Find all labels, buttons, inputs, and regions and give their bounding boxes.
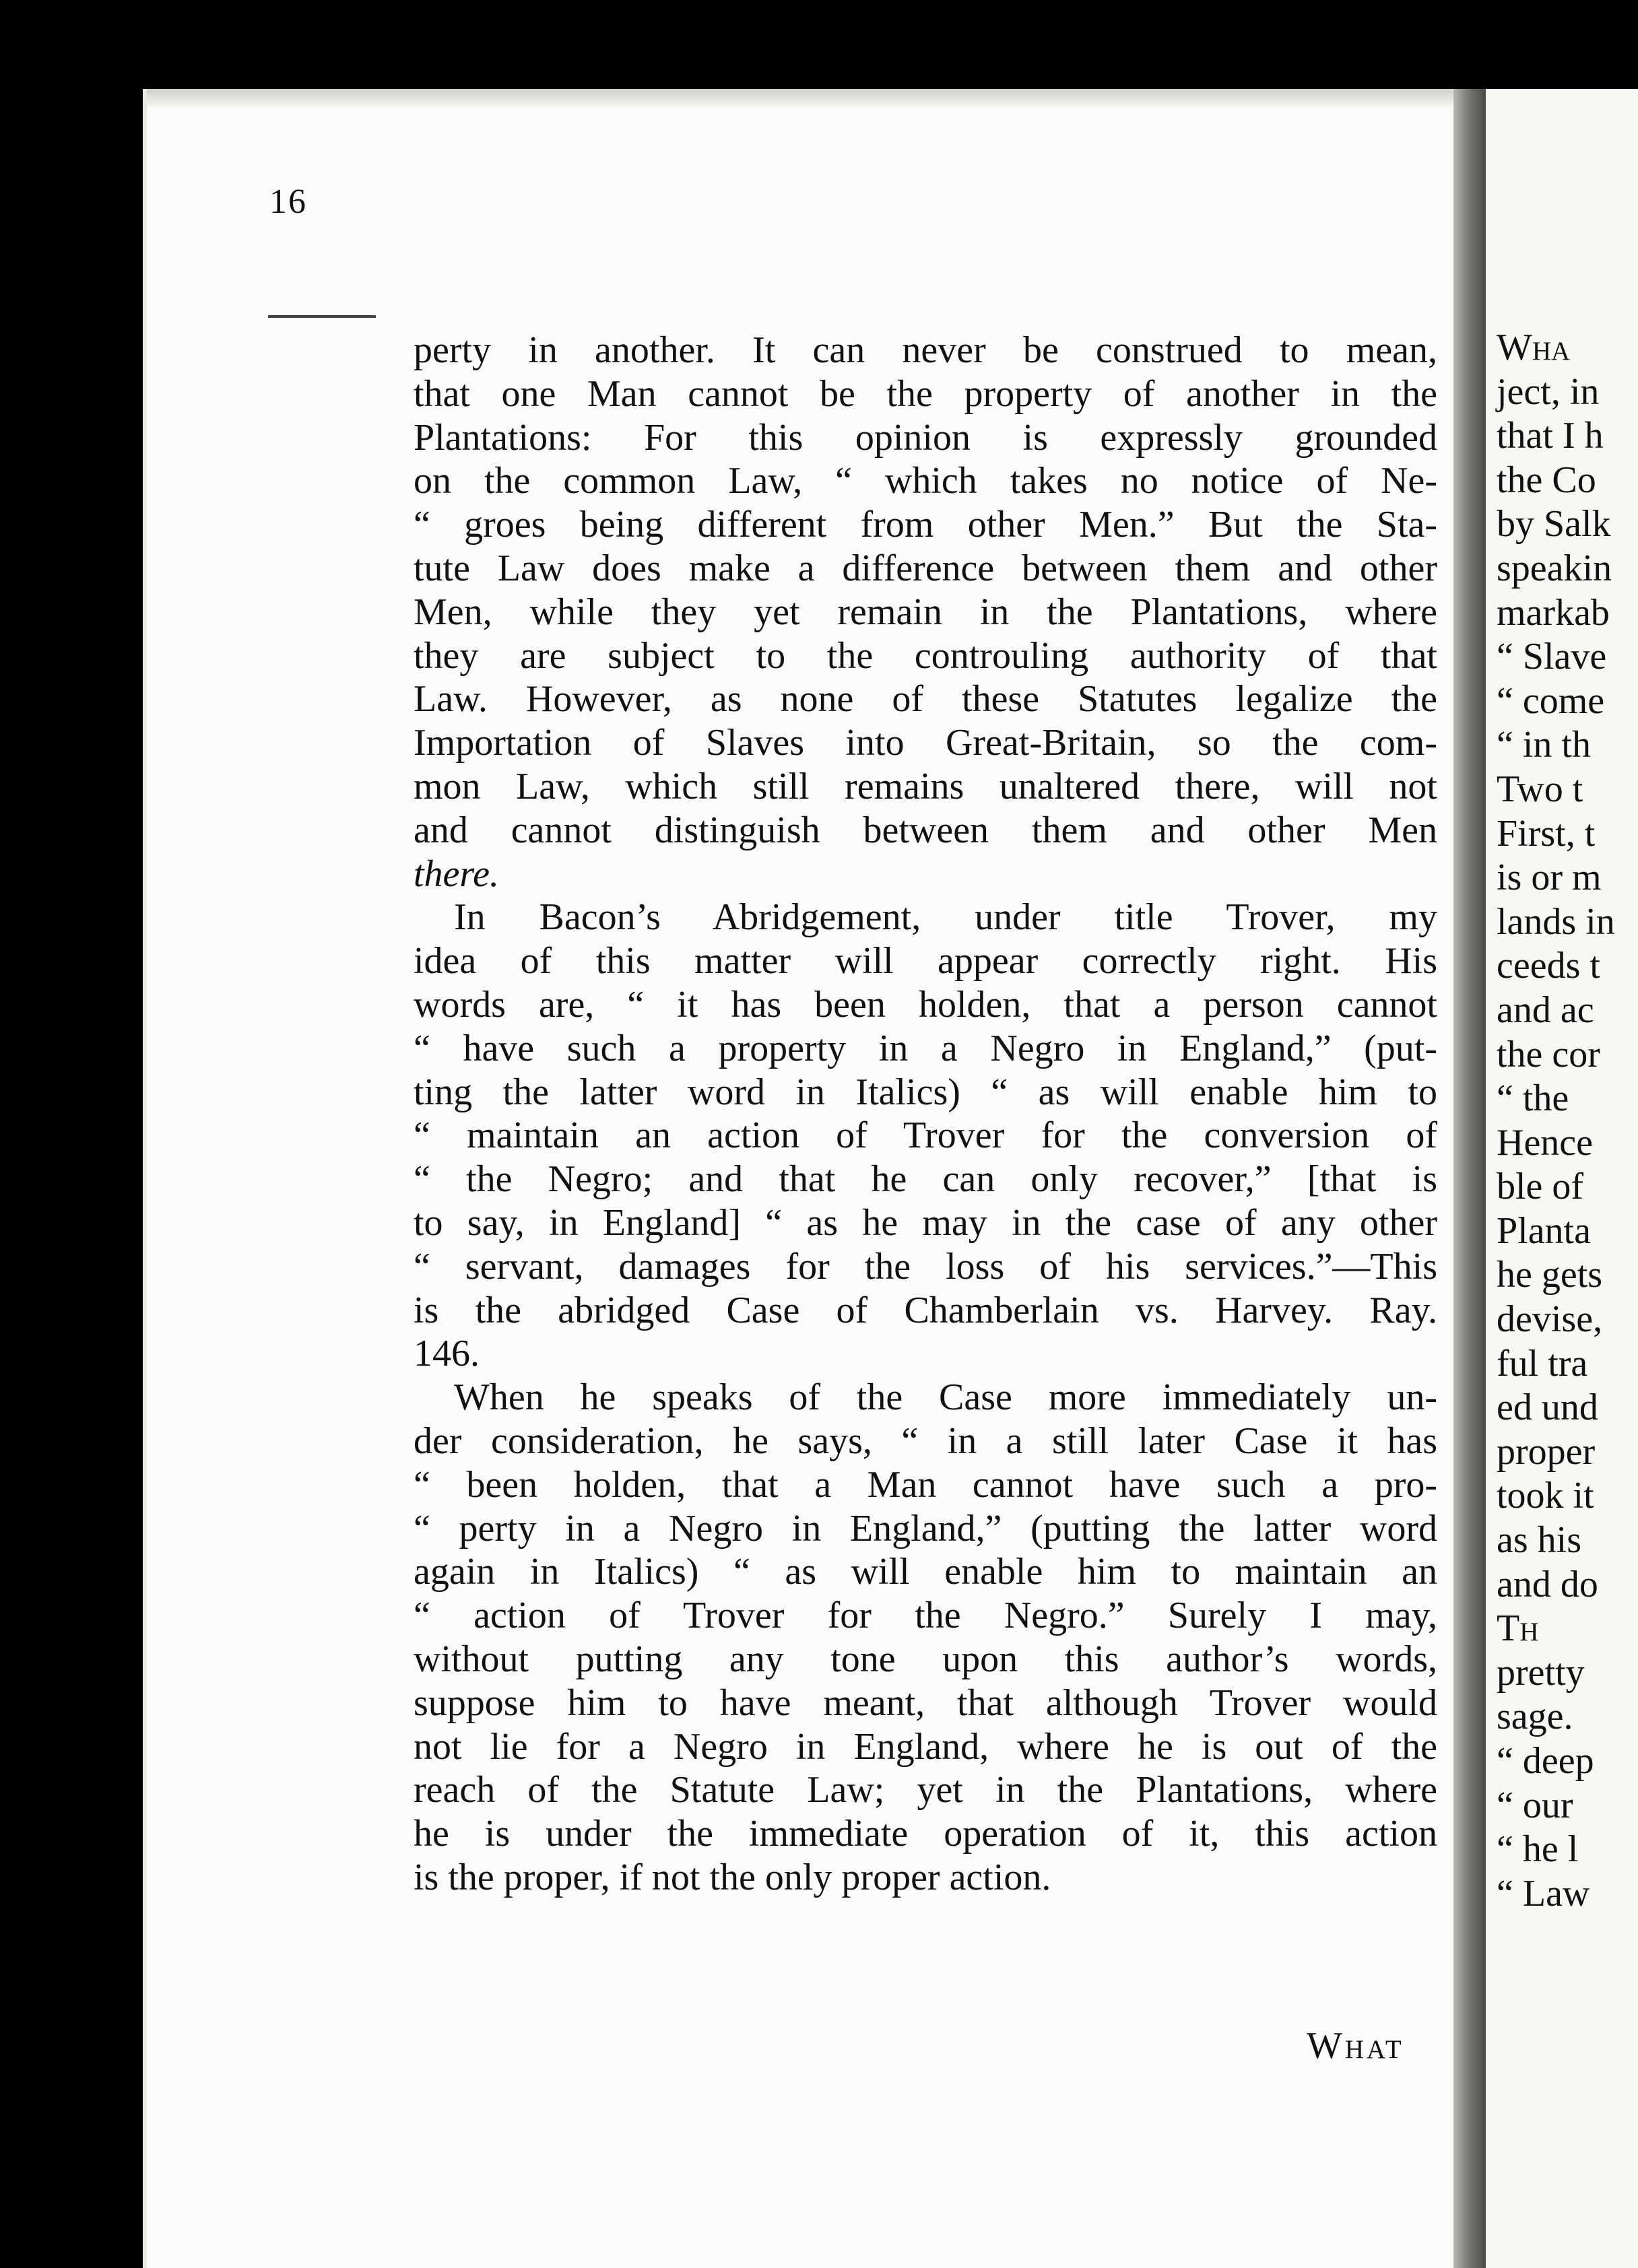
facing-line: sage. <box>1497 1696 1573 1738</box>
text-line: der consideration, he says, “ in a still later Case it has <box>414 1420 1437 1462</box>
facing-line: Th <box>1497 1607 1539 1650</box>
text-line: mon Law, which still remains unaltered there, will not <box>414 765 1437 807</box>
text-line: When he speaks of the Case more immediately un- <box>454 1376 1437 1419</box>
facing-line: markab <box>1497 591 1610 634</box>
text-line: “ groes being different from other Men.” But the Sta- <box>414 504 1437 546</box>
facing-line: Wha <box>1497 327 1571 368</box>
facing-line: ed und <box>1497 1387 1598 1429</box>
facing-line: he gets <box>1497 1254 1603 1296</box>
facing-line: devise, <box>1497 1298 1603 1341</box>
facing-line: Two t <box>1497 768 1583 810</box>
facing-line: proper <box>1497 1430 1596 1473</box>
text-line: without putting any tone upon this author’s words, <box>414 1638 1437 1680</box>
text-line: suppose him to have meant, that although Trover would <box>414 1681 1437 1724</box>
text-line: Law. However, as none of these Statutes legalize the <box>414 678 1437 721</box>
facing-line: and ac <box>1497 989 1594 1031</box>
text-line: they are subject to the controuling authority of that <box>414 634 1437 677</box>
text-line: Men, while they yet remain in the Plantations, where <box>414 591 1437 633</box>
facing-page-text <box>1497 326 1638 1916</box>
text-line: “ perty in a Negro in England,” (putting the latter word <box>414 1507 1437 1549</box>
facing-line: as his <box>1497 1519 1581 1562</box>
text-line: “ the Negro; and that he can only recover,” [that is <box>414 1158 1437 1201</box>
text-line: “ have such a property in a Negro in England,” (put- <box>414 1027 1437 1069</box>
facing-line: is or m <box>1497 857 1602 899</box>
facing-line: “ our <box>1497 1784 1573 1826</box>
facing-line: pretty <box>1497 1651 1585 1694</box>
text-line: that one Man cannot be the property of another in the <box>414 372 1437 415</box>
text-line: on the common Law, “ which takes no notice of Ne- <box>414 460 1437 502</box>
text-line: tute Law does make a difference between them and other <box>414 547 1437 589</box>
text-line: to say, in England] “ as he may in the case of any other <box>414 1201 1437 1244</box>
text-line: In Bacon’s Abridgement, under title Trover, my <box>454 896 1437 939</box>
text-line: “ maintain an action of Trover for the conversion of <box>414 1114 1437 1157</box>
text-line: he is under the immediate operation of it, this action <box>414 1813 1437 1855</box>
text-line: and cannot distinguish between them and other Men <box>414 809 1437 851</box>
facing-line: “ deep <box>1497 1740 1594 1782</box>
facing-line: by Salk <box>1497 503 1611 545</box>
text-line: words are, “ it has been holden, that a person cannot <box>414 983 1437 1026</box>
text-line: Importation of Slaves into Great-Britain, so the com- <box>414 722 1437 764</box>
facing-line: ject, in <box>1497 370 1600 413</box>
facing-line: ceeds t <box>1497 945 1600 987</box>
facing-line: “ come <box>1497 679 1605 722</box>
text-line: Plantations: For this opinion is expressly grounded <box>414 416 1437 459</box>
text-line: idea of this matter will appear correctly right. His <box>414 940 1437 982</box>
facing-line: “ Slave <box>1497 636 1607 678</box>
body-text <box>414 329 1437 1900</box>
text-line: ting the latter word in Italics) “ as will enable him to <box>414 1071 1437 1113</box>
facing-line: the Co <box>1497 459 1596 501</box>
text-line: not lie for a Negro in England, where he is out of the <box>414 1725 1437 1768</box>
facing-line: “ Law <box>1497 1872 1590 1914</box>
text-line: perty in another. It can never be construed to mean, <box>414 329 1437 371</box>
facing-line: ful tra <box>1497 1342 1588 1385</box>
facing-line: Hence <box>1497 1121 1594 1164</box>
facing-line: ble of <box>1497 1166 1584 1208</box>
facing-line: that I h <box>1497 415 1604 457</box>
facing-page <box>1486 89 1638 2268</box>
text-line: “ servant, damages for the loss of his services.”—This <box>414 1245 1437 1288</box>
facing-line: took it <box>1497 1475 1594 1517</box>
catchword: What <box>1307 2025 1404 2067</box>
facing-line: and do <box>1497 1563 1598 1605</box>
facing-line: Planta <box>1497 1209 1591 1252</box>
text-line: is the proper, if not the only proper action. <box>414 1856 1051 1898</box>
facing-line: the cor <box>1497 1033 1600 1075</box>
text-line: is the abridged Case of Chamberlain vs. Harvey. Ray. <box>414 1289 1437 1331</box>
facing-line: speakin <box>1497 547 1612 589</box>
text-line: “ action of Trover for the Negro.” Surely I may, <box>414 1595 1437 1637</box>
text-line: “ been holden, that a Man cannot have such a pro- <box>414 1463 1437 1506</box>
text-line: again in Italics) “ as will enable him to maintain an <box>414 1551 1437 1593</box>
text-line: reach of the Statute Law; yet in the Plantations, where <box>414 1769 1437 1811</box>
facing-line: First, t <box>1497 812 1596 855</box>
facing-line: lands in <box>1497 900 1615 943</box>
text-line: there. <box>414 853 499 895</box>
facing-line: “ he l <box>1497 1828 1579 1871</box>
header-rule <box>268 315 376 318</box>
facing-line: “ in th <box>1497 724 1591 766</box>
page-number: 16 <box>269 182 307 221</box>
facing-line: “ the <box>1497 1077 1569 1120</box>
book-gutter <box>1453 89 1486 2268</box>
text-line: 146. <box>414 1333 480 1375</box>
